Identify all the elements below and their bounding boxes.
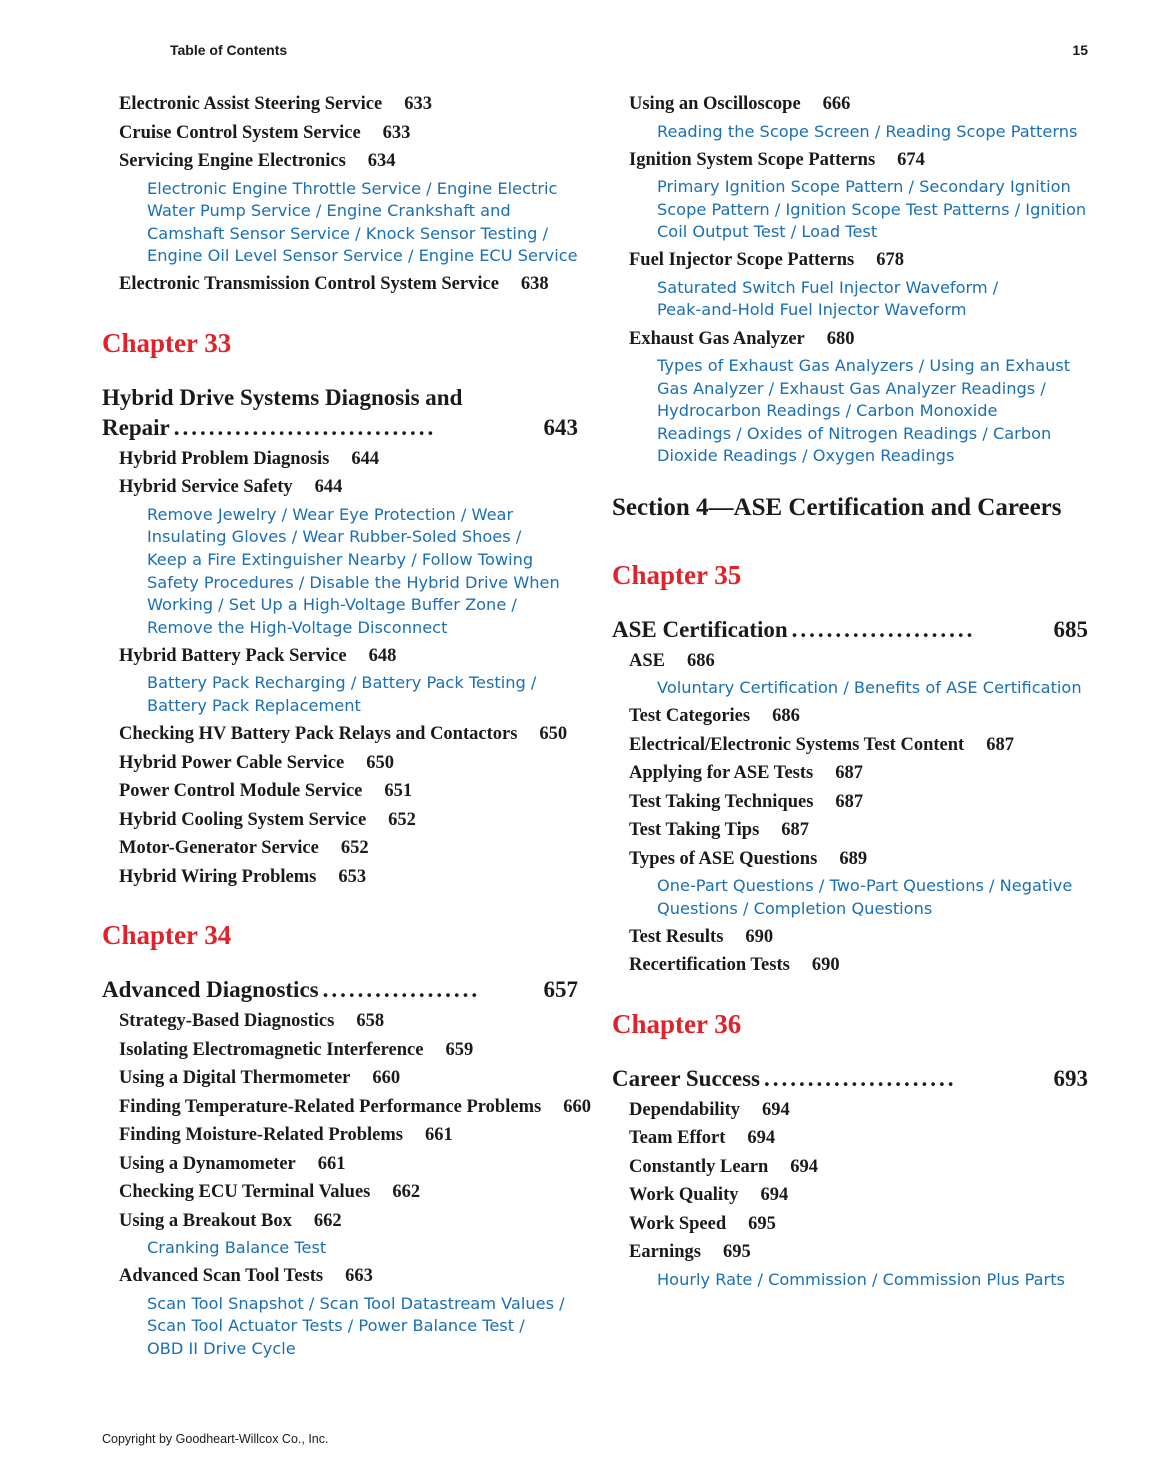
topic-entry[interactable] bbox=[612, 847, 1088, 871]
chapter-34-label[interactable]: Chapter 34 bbox=[102, 920, 232, 951]
topic-title: Hybrid Problem Diagnosis bbox=[119, 448, 330, 469]
topic-page: 690 bbox=[745, 926, 774, 947]
topic-entry[interactable] bbox=[102, 808, 578, 832]
chapter-34-title-text: Advanced Diagnostics bbox=[102, 977, 319, 1003]
subtopics-oscilloscope[interactable] bbox=[612, 121, 1088, 144]
topic-page: 633 bbox=[404, 94, 432, 114]
subtopics-fuel-injector[interactable] bbox=[612, 277, 1088, 322]
topic-entry[interactable] bbox=[102, 1066, 578, 1090]
topic-title: Checking HV Battery Pack Relays and Contactors bbox=[119, 724, 518, 745]
topic-entry[interactable] bbox=[612, 704, 1088, 728]
topic-page: 638 bbox=[520, 274, 549, 295]
subtopic-line[interactable]: Coil Output Test / Load Test bbox=[657, 222, 878, 242]
subtopic-line[interactable]: Primary Ignition Scope Pattern / Secondary Ignition bbox=[657, 177, 1071, 197]
topic-entry[interactable] bbox=[612, 148, 1088, 172]
subtopics-engine[interactable] bbox=[102, 178, 578, 268]
subtopic-line[interactable]: Hydrocarbon Readings / Carbon Monoxide bbox=[657, 401, 998, 421]
topic-page: 687 bbox=[986, 734, 1014, 755]
right-column bbox=[612, 92, 1088, 1296]
topic-page: 687 bbox=[835, 763, 863, 784]
chapter-36-label[interactable]: Chapter 36 bbox=[612, 1008, 742, 1039]
topic-page: 694 bbox=[790, 1156, 819, 1177]
subtopic-line[interactable]: Reading the Scope Screen / Reading Scope Patterns bbox=[657, 121, 1078, 141]
copyright-footer: Copyright by Goodheart-Willcox Co., Inc. bbox=[102, 1432, 329, 1446]
subtopic-line[interactable]: Engine Oil Level Sensor Service / Engine ECU Service bbox=[147, 246, 578, 266]
subtopic-line[interactable]: Gas Analyzer / Exhaust Gas Analyzer Readings / bbox=[657, 378, 1046, 398]
topic-title: Applying for ASE Tests bbox=[629, 763, 814, 784]
topic-entry[interactable] bbox=[102, 475, 578, 499]
topic-entry[interactable] bbox=[102, 121, 578, 145]
chapter-36-page: 693 bbox=[1053, 1065, 1088, 1091]
topic-page: 694 bbox=[747, 1128, 776, 1149]
topic-page: 653 bbox=[338, 866, 367, 887]
topic-title: Work Quality bbox=[629, 1185, 739, 1206]
topic-page: 659 bbox=[445, 1039, 474, 1060]
topic-title: Servicing Engine Electronics bbox=[119, 151, 346, 171]
topic-title: Electronic Transmission Control System Service bbox=[119, 274, 499, 295]
topic-page: 689 bbox=[839, 848, 868, 869]
topic-title: Dependability bbox=[629, 1099, 741, 1120]
topic-page: 690 bbox=[811, 955, 840, 976]
topic-title: Finding Temperature-Related Performance Problems bbox=[119, 1096, 542, 1117]
subtopic-line[interactable]: Safety Procedures / Disable the Hybrid Drive When bbox=[147, 572, 560, 592]
subtopic-line[interactable]: Voluntary Certification / Benefits of ASE Certification bbox=[657, 678, 1082, 698]
chapter-34-title[interactable] bbox=[102, 975, 578, 1005]
topic-entry[interactable] bbox=[102, 644, 578, 668]
topic-title: Types of ASE Questions bbox=[629, 848, 818, 869]
topic-page: 662 bbox=[313, 1210, 342, 1231]
subtopics-safety[interactable] bbox=[102, 504, 578, 640]
subtopics-earnings[interactable] bbox=[612, 1269, 1088, 1292]
chapter-33-title-line2: Repair bbox=[102, 414, 170, 440]
topic-entry[interactable] bbox=[102, 1264, 578, 1288]
topic-entry[interactable] bbox=[102, 272, 578, 296]
topic-page: 695 bbox=[748, 1213, 776, 1234]
topic-page: 666 bbox=[822, 94, 851, 114]
topic-page: 634 bbox=[367, 151, 396, 171]
topic-entry[interactable] bbox=[102, 751, 578, 775]
topic-title: Test Taking Tips bbox=[629, 820, 760, 841]
subtopic-line[interactable]: Electronic Engine Throttle Service / Engine Electric bbox=[147, 178, 558, 198]
chapter-33-title[interactable] bbox=[102, 383, 578, 443]
subtopic-line[interactable]: Types of Exhaust Gas Analyzers / Using an Exhaust bbox=[657, 356, 1071, 376]
topic-title: Electrical/Electronic Systems Test Content bbox=[629, 734, 965, 755]
topic-title: Recertification Tests bbox=[629, 955, 790, 976]
topic-entry[interactable] bbox=[612, 1183, 1088, 1207]
topic-title: Using an Oscilloscope bbox=[629, 94, 801, 114]
topic-title: Test Results bbox=[629, 926, 724, 947]
subtopic-line[interactable]: Readings / Oxides of Nitrogen Readings / Carbon bbox=[657, 423, 1052, 443]
chapter-36-title-text: Career Success bbox=[612, 1065, 760, 1091]
topic-title: Hybrid Wiring Problems bbox=[119, 866, 317, 887]
topic-entry[interactable] bbox=[612, 1155, 1088, 1179]
page-number: 15 bbox=[1072, 42, 1088, 58]
topic-entry[interactable] bbox=[612, 818, 1088, 842]
chapter-35-title[interactable] bbox=[612, 615, 1088, 645]
topic-entry[interactable] bbox=[612, 1240, 1088, 1264]
chapter-33-label[interactable]: Chapter 33 bbox=[102, 327, 232, 358]
subtopic-line[interactable]: Saturated Switch Fuel Injector Waveform / bbox=[657, 277, 999, 297]
subtopics-ignition[interactable] bbox=[612, 176, 1088, 244]
topic-page: 694 bbox=[760, 1185, 789, 1206]
topic-page: 662 bbox=[392, 1182, 421, 1203]
topic-title: Isolating Electromagnetic Interference bbox=[119, 1039, 424, 1060]
subtopic-line[interactable]: Dioxide Readings / Oxygen Readings bbox=[657, 446, 955, 466]
topic-entry[interactable] bbox=[102, 1038, 578, 1062]
topic-title: Using a Dynamometer bbox=[119, 1153, 296, 1174]
topic-page: 650 bbox=[539, 724, 568, 745]
topic-entry[interactable] bbox=[102, 1209, 578, 1233]
subtopic-line[interactable]: Keep a Fire Extinguisher Nearby / Follow Towing bbox=[147, 550, 534, 570]
topic-entry[interactable] bbox=[102, 779, 578, 803]
subtopic-line[interactable]: Scope Pattern / Ignition Scope Test Patterns / Ignition bbox=[657, 199, 1087, 219]
topic-entry[interactable] bbox=[612, 733, 1088, 757]
topic-entry[interactable] bbox=[612, 1212, 1088, 1236]
topic-title: Using a Digital Thermometer bbox=[119, 1068, 351, 1089]
topic-page: 678 bbox=[876, 250, 904, 271]
topic-entry[interactable] bbox=[612, 925, 1088, 949]
topic-entry[interactable] bbox=[102, 722, 578, 746]
topic-page: 651 bbox=[384, 781, 413, 802]
chapter-36-title[interactable] bbox=[612, 1064, 1088, 1094]
topic-page: 644 bbox=[314, 477, 343, 498]
topic-page: 660 bbox=[372, 1068, 401, 1089]
subtopic-line[interactable]: Battery Pack Replacement bbox=[147, 696, 361, 716]
topic-entry[interactable] bbox=[102, 92, 578, 116]
subtopics-questions[interactable] bbox=[612, 875, 1088, 920]
topic-page: 687 bbox=[835, 791, 864, 812]
running-head bbox=[170, 42, 1088, 62]
topic-page: 652 bbox=[340, 838, 369, 859]
topic-page: 686 bbox=[772, 706, 800, 727]
topic-page: 633 bbox=[382, 122, 411, 143]
subtopic-line[interactable]: Camshaft Sensor Service / Knock Sensor Testing / bbox=[147, 223, 549, 243]
topic-title: Electronic Assist Steering Service bbox=[119, 94, 383, 114]
topic-entry[interactable] bbox=[102, 1180, 578, 1204]
topic-page: 661 bbox=[317, 1153, 346, 1174]
topic-entry[interactable] bbox=[102, 1152, 578, 1176]
topic-title: Advanced Scan Tool Tests bbox=[119, 1266, 324, 1287]
topic-title: Power Control Module Service bbox=[119, 781, 363, 802]
subtopic-line[interactable]: Scan Tool Snapshot / Scan Tool Datastream Values / bbox=[147, 1293, 565, 1313]
topic-page: 652 bbox=[388, 809, 416, 830]
subtopics-scan-tool[interactable] bbox=[102, 1293, 578, 1361]
topic-title: Fuel Injector Scope Patterns bbox=[629, 250, 855, 271]
topic-title: Strategy-Based Diagnostics bbox=[119, 1011, 335, 1032]
subtopics-ase[interactable] bbox=[612, 677, 1088, 700]
topic-title: Hybrid Service Safety bbox=[119, 477, 293, 498]
topic-entry[interactable] bbox=[102, 447, 578, 471]
topic-entry[interactable] bbox=[612, 761, 1088, 785]
chapter-34-page: 657 bbox=[543, 977, 578, 1003]
topic-page: 695 bbox=[722, 1242, 751, 1263]
leader-dots: .................. bbox=[322, 977, 481, 1003]
subtopic-line[interactable]: Battery Pack Recharging / Battery Pack Testing / bbox=[147, 673, 537, 693]
subtopic-line[interactable]: One-Part Questions / Two-Part Questions / Negative bbox=[657, 876, 1073, 896]
topic-page: 644 bbox=[351, 448, 380, 469]
subtopics-exhaust[interactable] bbox=[612, 355, 1088, 468]
subtopic-line[interactable]: Scan Tool Actuator Tests / Power Balance Test / bbox=[147, 1316, 525, 1336]
left-column bbox=[102, 92, 591, 1365]
leader-dots: ..................... bbox=[791, 616, 976, 642]
topic-entry[interactable] bbox=[612, 92, 1088, 116]
topic-title: Hybrid Battery Pack Service bbox=[119, 645, 347, 666]
leader-dots: ...................... bbox=[763, 1065, 957, 1091]
topic-entry[interactable] bbox=[102, 1009, 578, 1033]
topic-page: 660 bbox=[563, 1096, 591, 1117]
topic-title: Hybrid Cooling System Service bbox=[119, 809, 367, 830]
subtopics-breakout[interactable] bbox=[102, 1237, 578, 1260]
topic-title: Earnings bbox=[629, 1242, 701, 1263]
subtopic-line[interactable]: Hourly Rate / Commission / Commission Plus Parts bbox=[657, 1269, 1065, 1289]
topic-title: Work Speed bbox=[629, 1213, 727, 1234]
topic-page: 650 bbox=[366, 752, 394, 773]
topic-page: 687 bbox=[781, 820, 810, 841]
subtopic-line[interactable]: OBD II Drive Cycle bbox=[147, 1338, 296, 1358]
topic-entry[interactable] bbox=[612, 1098, 1088, 1122]
subtopic-line[interactable]: Working / Set Up a High-Voltage Buffer Zone / bbox=[147, 595, 517, 615]
subtopic-line[interactable]: Peak-and-Hold Fuel Injector Waveform bbox=[657, 300, 967, 320]
subtopic-line[interactable]: Remove Jewelry / Wear Eye Protection / Wear bbox=[147, 504, 514, 524]
topic-title: ASE bbox=[629, 650, 665, 671]
topic-title: Test Taking Techniques bbox=[629, 791, 814, 812]
subtopic-line[interactable]: Cranking Balance Test bbox=[147, 1238, 327, 1258]
chapter-35-label[interactable]: Chapter 35 bbox=[612, 559, 742, 590]
topic-entry[interactable] bbox=[102, 865, 578, 889]
topic-title: Checking ECU Terminal Values bbox=[119, 1182, 371, 1203]
topic-entry[interactable] bbox=[612, 790, 1088, 814]
topic-entry[interactable] bbox=[102, 149, 578, 173]
topic-title: Exhaust Gas Analyzer bbox=[629, 328, 805, 349]
topic-page: 663 bbox=[345, 1266, 373, 1287]
topic-title: Constantly Learn bbox=[629, 1156, 769, 1177]
chapter-33-page: 643 bbox=[543, 414, 578, 440]
topic-entry[interactable] bbox=[612, 1126, 1088, 1150]
topic-entry[interactable] bbox=[102, 1095, 591, 1119]
subtopic-line[interactable]: Insulating Gloves / Wear Rubber-Soled Shoes / bbox=[147, 527, 522, 547]
subtopic-line[interactable]: Remove the High-Voltage Disconnect bbox=[147, 617, 448, 637]
subtopic-line[interactable]: Questions / Completion Questions bbox=[657, 898, 933, 918]
topic-page: 694 bbox=[762, 1099, 790, 1120]
topic-page: 648 bbox=[368, 645, 397, 666]
topic-title: Ignition System Scope Patterns bbox=[629, 149, 876, 170]
topic-entry[interactable] bbox=[102, 1123, 578, 1147]
subtopics-battery[interactable] bbox=[102, 672, 578, 717]
topic-entry[interactable] bbox=[612, 649, 1088, 673]
topic-entry[interactable] bbox=[102, 836, 578, 860]
leader-dots: .............................. bbox=[173, 414, 437, 440]
topic-title: Hybrid Power Cable Service bbox=[119, 752, 345, 773]
topic-title: Team Effort bbox=[629, 1128, 726, 1149]
running-head-title: Table of Contents bbox=[170, 42, 288, 58]
topic-page: 674 bbox=[897, 149, 925, 170]
topic-title: Using a Breakout Box bbox=[119, 1210, 292, 1231]
chapter-35-page: 685 bbox=[1053, 616, 1088, 642]
topic-page: 680 bbox=[826, 328, 855, 349]
topic-page: 661 bbox=[425, 1125, 453, 1146]
chapter-35-title-text: ASE Certification bbox=[612, 616, 788, 642]
topic-title: Motor-Generator Service bbox=[119, 838, 319, 859]
topic-page: 658 bbox=[356, 1011, 385, 1032]
subtopic-line[interactable]: Water Pump Service / Engine Crankshaft and bbox=[147, 201, 511, 221]
topic-title: Test Categories bbox=[629, 706, 751, 727]
topic-entry[interactable] bbox=[612, 248, 1088, 272]
section-4-heading[interactable]: Section 4—ASE Certification and Careers bbox=[612, 493, 1062, 521]
chapter-33-title-line1: Hybrid Drive Systems Diagnosis and bbox=[102, 384, 463, 410]
topic-page: 686 bbox=[687, 650, 715, 671]
topic-title: Finding Moisture-Related Problems bbox=[119, 1125, 403, 1146]
topic-entry[interactable] bbox=[612, 327, 1088, 351]
topic-title: Cruise Control System Service bbox=[119, 122, 361, 143]
topic-entry[interactable] bbox=[612, 953, 1088, 977]
